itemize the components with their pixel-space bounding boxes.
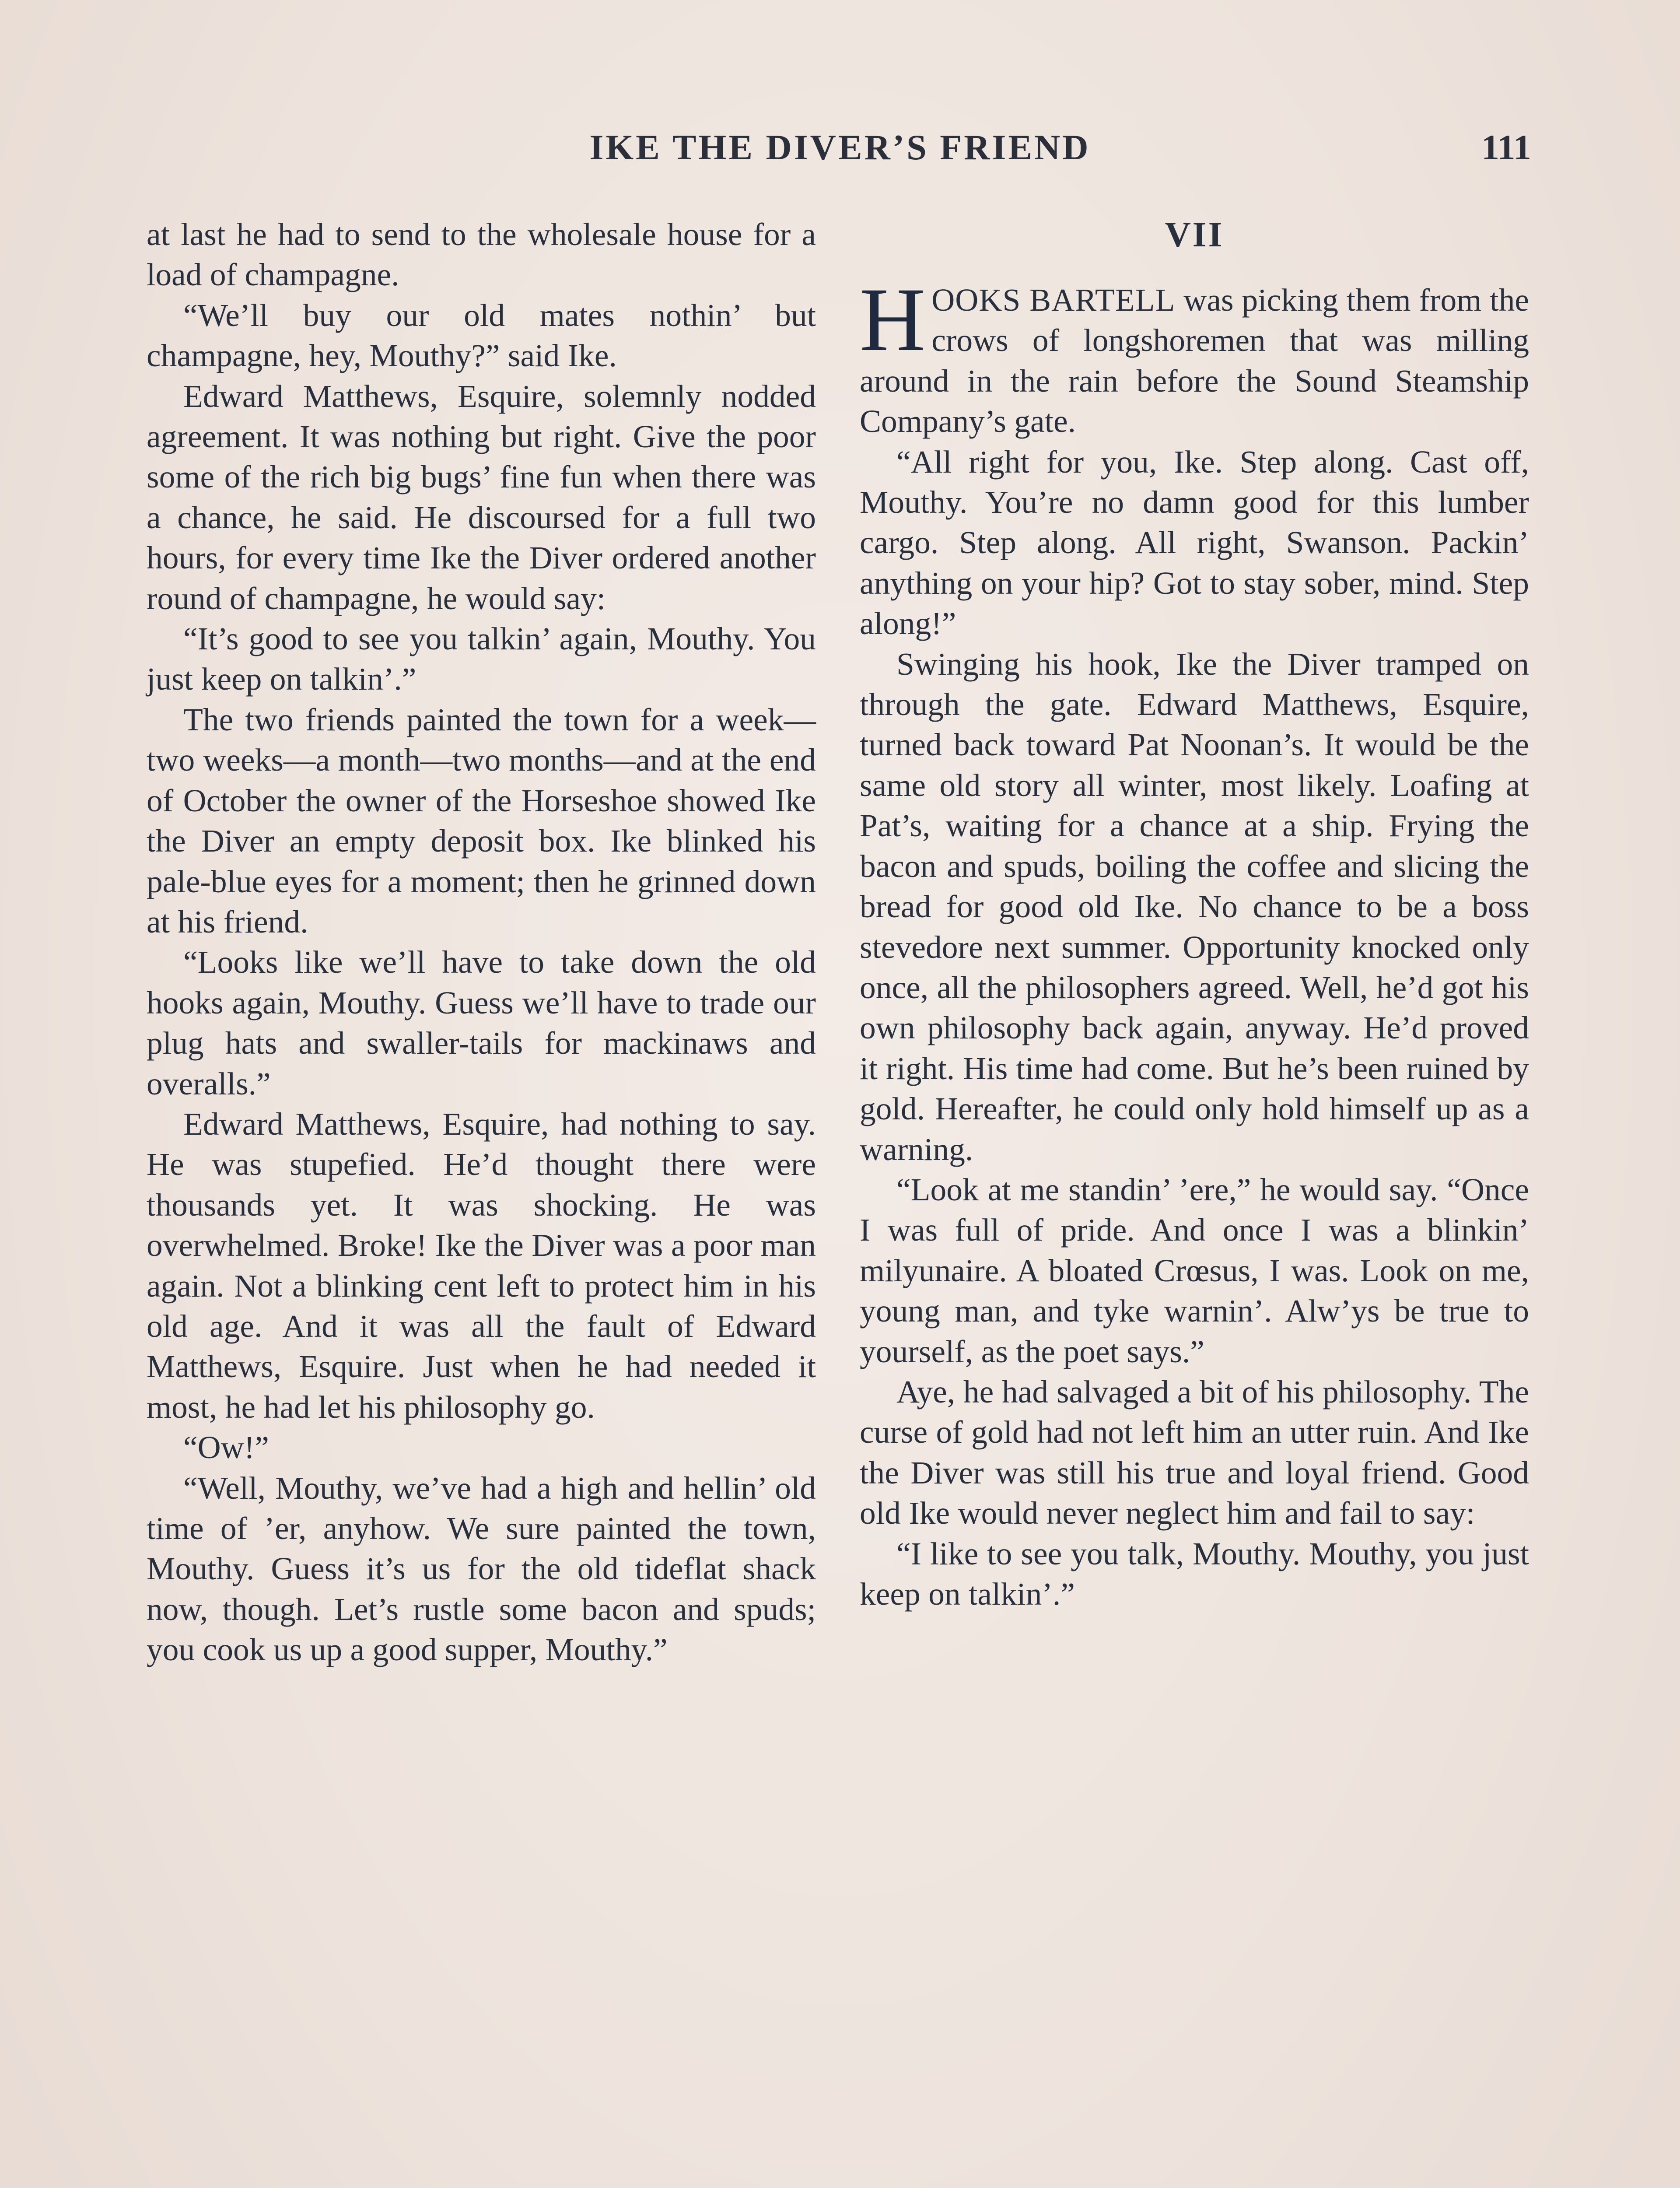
drop-cap: H [860, 269, 926, 370]
opening-paragraph [860, 269, 1529, 442]
left-column [147, 214, 816, 1670]
opening-paragraph-text: was picking them from the crows of longshoremen that was milling around in the rain before the Sound Steamship Company’s gate. [860, 282, 1529, 439]
page-header [149, 127, 1531, 184]
opening-words: OOKS BARTELL [931, 282, 1176, 318]
right-column [860, 214, 1529, 1614]
paragraph: The two friends painted the town for a week—two weeks—a month—two months—and at the end of October the owner of the Horseshoe showed Ike the Diver an empty deposit box. Ike blinked his pale-blue eyes for a moment; then he grinned down at his friend. [147, 701, 816, 940]
paragraph: “Looks like we’ll have to take down the old hooks again, Mouthy. Guess we’ll have to trade our plug hats and swaller-tails for mackinaws and overalls.” [147, 944, 816, 1101]
paragraph: “Well, Mouthy, we’ve had a high and hellin’ old time of ’er, anyhow. We sure painted the town, Mouthy. Guess it’s us for the old tideflat shack now, though. Let’s rustle some bacon and spuds; you cook us up a good supper, Mouthy.” [147, 1470, 816, 1668]
paragraph: “Ow!” [183, 1430, 269, 1466]
paragraph: “It’s good to see you talkin’ again, Mouthy. You just keep on talkin’.” [147, 621, 816, 697]
paragraph: “I like to see you talk, Mouthy. Mouthy, you just keep on talkin’.” [860, 1536, 1529, 1612]
paragraph: “All right for you, Ike. Step along. Cast off, Mouthy. You’re no damn good for this lumber cargo. Step along. All right, Swanson. Packin’ anything on your hip? Got to stay sober, mind. Step along!” [860, 444, 1529, 642]
running-title: IKE THE DIVER’S FRIEND [589, 127, 1091, 167]
paragraph: at last he had to send to the wholesale house for a load of champagne. [147, 217, 816, 293]
paragraph: “Look at me standin’ ’ere,” he would say. “Once I was full of pride. And once I was a blinkin’ milyunaire. A bloated Crœsus, I was. Look on me, young man, and tyke warnin’. Alw’ys be true to yourself, as the poet says.” [860, 1171, 1529, 1369]
paragraph: Swinging his hook, Ike the Diver tramped on through the gate. Edward Matthews, Esquire, turned back toward Pat Noonan’s. It would be the same old story all winter, most likely. Loafing at Pat’s, waiting for a chance at a ship. Frying the bacon and spuds, boiling the coffee and slicing the bread for good old Ike. No chance to be a boss stevedore next summer. Opportunity knocked only once, all the philosophers agreed. Well, he’d got his own philosophy back again, anyway. He’d proved it right. His time had come. But he’s been ruined by gold. Hereafter, he could only hold himself up as a warning. [860, 646, 1529, 1167]
paragraph: Edward Matthews, Esquire, solemnly nodded agreement. It was nothing but right. Give the poor some of the rich big bugs’ fine fun when there was a chance, he said. He discoursed for a full two hours, for every time Ike the Diver ordered another round of champagne, he would say: [147, 378, 816, 616]
paragraph: Aye, he had salvaged a bit of his philosophy. The curse of gold had not left him an utter ruin. And Ike the Diver was still his true and loyal friend. Good old Ike would never neglect him and fail to say: [860, 1374, 1529, 1531]
page-number: 111 [1481, 127, 1531, 167]
section-number: VII [1165, 214, 1224, 254]
paragraph: “We’ll buy our old mates nothin’ but champagne, hey, Mouthy?” said Ike. [147, 297, 816, 374]
paragraph: Edward Matthews, Esquire, had nothing to say. He was stupefied. He’d thought there were thousands yet. It was shocking. He was overwhelmed. Broke! Ike the Diver was a poor man again. Not a blinking cent left to protect him in his old age. And it was all the fault of Edward Matthews, Esquire. Just when he had needed it most, he had let his philosophy go. [147, 1106, 816, 1425]
